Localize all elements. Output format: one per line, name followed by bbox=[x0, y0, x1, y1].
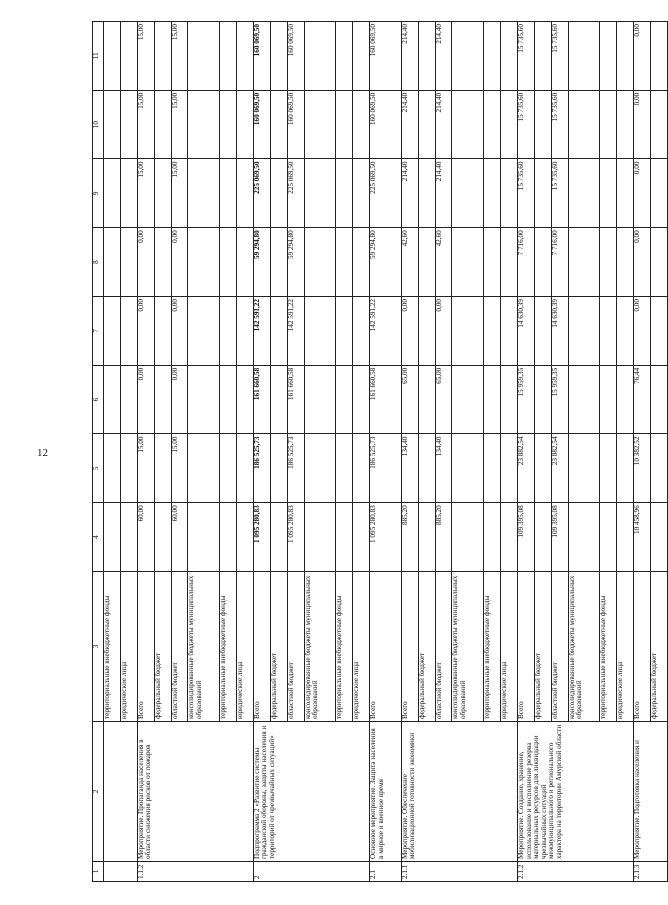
value-cell: 65,00 bbox=[401, 365, 418, 434]
value-cell bbox=[336, 22, 353, 91]
value-cell bbox=[120, 228, 137, 297]
value-cell bbox=[484, 365, 501, 434]
value-cell bbox=[104, 503, 121, 572]
value-cell bbox=[651, 159, 668, 228]
value-cell bbox=[568, 503, 600, 572]
value-cell bbox=[188, 228, 220, 297]
value-cell bbox=[418, 365, 435, 434]
value-cell: 160 069,50 bbox=[370, 22, 402, 91]
value-cell bbox=[484, 90, 501, 159]
value-cell bbox=[600, 503, 617, 572]
value-cell: 160 069,50 bbox=[287, 22, 304, 91]
funding-source: федеральный бюджет bbox=[154, 572, 171, 722]
row-code: 2.1.1 bbox=[401, 862, 517, 882]
value-cell: 109 395,08 bbox=[551, 503, 568, 572]
value-cell bbox=[120, 297, 137, 366]
value-cell bbox=[104, 22, 121, 91]
funding-source: консолидированные бюджеты муниципальных образований bbox=[568, 572, 600, 722]
value-cell bbox=[237, 365, 254, 434]
value-cell bbox=[617, 159, 634, 228]
value-cell bbox=[336, 434, 353, 503]
row-name: Мероприятие. Пропаганда населения в области снижения рисков от пожаров bbox=[137, 722, 253, 862]
value-cell bbox=[484, 297, 501, 366]
funding-source: Всего bbox=[401, 572, 418, 722]
value-cell bbox=[304, 503, 336, 572]
value-cell bbox=[568, 90, 600, 159]
value-cell bbox=[600, 90, 617, 159]
value-cell bbox=[534, 159, 551, 228]
value-cell bbox=[270, 503, 287, 572]
funding-source: территориальные внебюджетные фонды bbox=[104, 572, 121, 722]
funding-source: Всего bbox=[634, 572, 651, 722]
value-cell: 59 294,80 bbox=[287, 228, 304, 297]
value-cell: 214,40 bbox=[435, 159, 452, 228]
value-cell bbox=[617, 90, 634, 159]
value-cell bbox=[304, 159, 336, 228]
value-cell bbox=[452, 434, 484, 503]
row-name: Мероприятие. Создание, хранение, использование и восполнение резерва материальных ресурсов для ликвидации чрезвычайных ситуаций межмуниципального и регионального характера на территории Амурской области bbox=[518, 722, 634, 862]
value-cell bbox=[237, 228, 254, 297]
value-cell bbox=[617, 228, 634, 297]
funding-source: федеральный бюджет bbox=[534, 572, 551, 722]
value-cell: 214,40 bbox=[435, 90, 452, 159]
value-cell bbox=[418, 434, 435, 503]
value-cell bbox=[353, 228, 370, 297]
value-cell bbox=[336, 90, 353, 159]
value-cell: 15,00 bbox=[171, 159, 188, 228]
value-cell: 885,20 bbox=[401, 503, 418, 572]
table-row bbox=[137, 22, 154, 882]
value-cell: 225 069,50 bbox=[370, 159, 402, 228]
value-cell bbox=[154, 228, 171, 297]
col-header: 10 bbox=[93, 90, 104, 159]
value-cell: 14 630,39 bbox=[551, 297, 568, 366]
funding-source: федеральный бюджет bbox=[651, 572, 668, 722]
value-cell bbox=[568, 22, 600, 91]
table-row bbox=[104, 22, 121, 882]
value-cell bbox=[237, 503, 254, 572]
value-cell bbox=[154, 434, 171, 503]
value-cell bbox=[336, 228, 353, 297]
value-cell bbox=[617, 503, 634, 572]
value-cell: 161 660,58 bbox=[370, 365, 402, 434]
value-cell bbox=[154, 22, 171, 91]
value-cell bbox=[220, 434, 237, 503]
value-cell bbox=[220, 228, 237, 297]
value-cell: 10 382,52 bbox=[634, 434, 651, 503]
value-cell bbox=[120, 90, 137, 159]
budget-table bbox=[92, 21, 668, 882]
value-cell: 142 591,22 bbox=[370, 297, 402, 366]
value-cell bbox=[304, 365, 336, 434]
value-cell: 15 735,60 bbox=[551, 22, 568, 91]
funding-source: юридические лица bbox=[120, 572, 137, 722]
value-cell: 15 735,60 bbox=[518, 90, 535, 159]
value-cell bbox=[154, 365, 171, 434]
value-cell: 15 735,60 bbox=[551, 90, 568, 159]
value-cell bbox=[188, 90, 220, 159]
value-cell: 160 069,50 bbox=[253, 90, 270, 159]
value-cell bbox=[418, 159, 435, 228]
value-cell: 161 660,58 bbox=[253, 365, 270, 434]
value-cell bbox=[104, 159, 121, 228]
value-cell bbox=[418, 90, 435, 159]
value-cell bbox=[237, 22, 254, 91]
funding-source: областной бюджет bbox=[435, 572, 452, 722]
value-cell: 23 882,54 bbox=[518, 434, 535, 503]
value-cell: 65,00 bbox=[435, 365, 452, 434]
value-cell bbox=[534, 90, 551, 159]
value-cell bbox=[304, 22, 336, 91]
table-row bbox=[370, 22, 402, 882]
value-cell bbox=[120, 503, 137, 572]
value-cell: 214,40 bbox=[401, 159, 418, 228]
value-cell bbox=[336, 297, 353, 366]
value-cell bbox=[220, 365, 237, 434]
value-cell: 0,00 bbox=[171, 228, 188, 297]
value-cell bbox=[651, 22, 668, 91]
value-cell bbox=[304, 228, 336, 297]
col-header: 2 bbox=[93, 722, 104, 862]
value-cell: 59 294,80 bbox=[253, 228, 270, 297]
col-header: 4 bbox=[93, 503, 104, 572]
value-cell bbox=[154, 159, 171, 228]
value-cell bbox=[104, 365, 121, 434]
funding-source: областной бюджет bbox=[171, 572, 188, 722]
value-cell bbox=[418, 22, 435, 91]
value-cell bbox=[353, 365, 370, 434]
value-cell bbox=[418, 503, 435, 572]
value-cell bbox=[568, 297, 600, 366]
value-cell: 0,00 bbox=[634, 159, 651, 228]
value-cell bbox=[336, 503, 353, 572]
value-cell: 142 591,22 bbox=[253, 297, 270, 366]
value-cell: 42,60 bbox=[401, 228, 418, 297]
value-cell: 10 458,96 bbox=[634, 503, 651, 572]
value-cell bbox=[501, 90, 518, 159]
col-header: 8 bbox=[93, 228, 104, 297]
value-cell bbox=[651, 297, 668, 366]
value-cell: 7 716,00 bbox=[518, 228, 535, 297]
value-cell: 15,00 bbox=[171, 434, 188, 503]
value-cell: 15,00 bbox=[137, 434, 154, 503]
col-header: 11 bbox=[93, 22, 104, 91]
value-cell bbox=[270, 365, 287, 434]
value-cell bbox=[617, 22, 634, 91]
table-body bbox=[104, 22, 668, 882]
value-cell: 225 069,50 bbox=[287, 159, 304, 228]
value-cell bbox=[353, 434, 370, 503]
funding-source: территориальные внебюджетные фонды bbox=[220, 572, 237, 722]
value-cell bbox=[600, 228, 617, 297]
value-cell bbox=[120, 159, 137, 228]
value-cell bbox=[600, 159, 617, 228]
funding-source: Всего bbox=[137, 572, 154, 722]
col-header: 9 bbox=[93, 159, 104, 228]
value-cell: 59 294,80 bbox=[370, 228, 402, 297]
value-cell: 160 069,50 bbox=[370, 90, 402, 159]
table-wrapper bbox=[92, 22, 668, 882]
value-cell bbox=[501, 434, 518, 503]
value-cell bbox=[270, 297, 287, 366]
value-cell bbox=[501, 228, 518, 297]
value-cell: 42,60 bbox=[435, 228, 452, 297]
value-cell: 15 735,60 bbox=[518, 22, 535, 91]
value-cell bbox=[600, 297, 617, 366]
value-cell bbox=[651, 228, 668, 297]
value-cell bbox=[154, 503, 171, 572]
value-cell bbox=[534, 365, 551, 434]
value-cell: 15 959,35 bbox=[551, 365, 568, 434]
value-cell bbox=[452, 297, 484, 366]
value-cell: 15 735,60 bbox=[518, 159, 535, 228]
col-header: 3 bbox=[93, 572, 104, 722]
value-cell bbox=[501, 159, 518, 228]
value-cell: 134,40 bbox=[401, 434, 418, 503]
header-row bbox=[93, 22, 104, 882]
value-cell bbox=[651, 365, 668, 434]
value-cell: 161 660,58 bbox=[287, 365, 304, 434]
row-name bbox=[104, 722, 138, 862]
value-cell bbox=[534, 22, 551, 91]
funding-source: территориальные внебюджетные фонды bbox=[600, 572, 617, 722]
table-row bbox=[401, 22, 418, 882]
value-cell bbox=[418, 297, 435, 366]
value-cell bbox=[418, 228, 435, 297]
value-cell bbox=[452, 228, 484, 297]
row-code: 1.1.2 bbox=[137, 862, 253, 882]
value-cell bbox=[651, 434, 668, 503]
value-cell bbox=[568, 159, 600, 228]
value-cell: 15,00 bbox=[137, 90, 154, 159]
value-cell bbox=[452, 90, 484, 159]
value-cell: 186 525,73 bbox=[253, 434, 270, 503]
value-cell: 14 630,39 bbox=[518, 297, 535, 366]
funding-source: областной бюджет bbox=[287, 572, 304, 722]
value-cell: 186 525,73 bbox=[287, 434, 304, 503]
row-name: Мероприятие. Обеспечение мобилизационной готовности экономики bbox=[401, 722, 517, 862]
value-cell bbox=[336, 159, 353, 228]
value-cell: 225 069,50 bbox=[253, 159, 270, 228]
value-cell bbox=[452, 365, 484, 434]
value-cell bbox=[188, 22, 220, 91]
row-code bbox=[104, 862, 138, 882]
value-cell bbox=[154, 90, 171, 159]
value-cell bbox=[188, 365, 220, 434]
funding-source: юридические лица bbox=[617, 572, 634, 722]
value-cell bbox=[353, 503, 370, 572]
value-cell bbox=[353, 22, 370, 91]
row-name: Подпрограмма 2 «Развитие системы гражданской обороны, защиты населения и территорий от чрезвычайных ситуаций» bbox=[253, 722, 369, 862]
funding-source: консолидированные бюджеты муниципальных образований bbox=[304, 572, 336, 722]
value-cell: 0,00 bbox=[137, 365, 154, 434]
value-cell bbox=[600, 434, 617, 503]
value-cell bbox=[237, 434, 254, 503]
value-cell: 142 591,22 bbox=[287, 297, 304, 366]
value-cell: 0,00 bbox=[171, 297, 188, 366]
funding-source: юридические лица bbox=[353, 572, 370, 722]
value-cell bbox=[534, 297, 551, 366]
value-cell bbox=[270, 228, 287, 297]
value-cell bbox=[534, 434, 551, 503]
value-cell bbox=[188, 503, 220, 572]
value-cell: 1 095 280,83 bbox=[253, 503, 270, 572]
value-cell bbox=[534, 503, 551, 572]
value-cell: 7 716,00 bbox=[551, 228, 568, 297]
value-cell bbox=[484, 228, 501, 297]
value-cell: 15,00 bbox=[137, 22, 154, 91]
value-cell bbox=[270, 159, 287, 228]
row-code: 2 bbox=[253, 862, 369, 882]
value-cell bbox=[568, 228, 600, 297]
value-cell bbox=[154, 297, 171, 366]
value-cell bbox=[617, 434, 634, 503]
value-cell bbox=[304, 297, 336, 366]
value-cell bbox=[452, 22, 484, 91]
value-cell bbox=[237, 297, 254, 366]
value-cell bbox=[104, 90, 121, 159]
funding-source: территориальные внебюджетные фонды bbox=[336, 572, 353, 722]
value-cell bbox=[220, 503, 237, 572]
row-code: 2.1.3 bbox=[634, 862, 668, 882]
value-cell: 186 525,73 bbox=[370, 434, 402, 503]
value-cell bbox=[220, 22, 237, 91]
funding-source: консолидированные бюджеты муниципальных образований bbox=[188, 572, 220, 722]
value-cell bbox=[617, 297, 634, 366]
value-cell: 0,00 bbox=[171, 365, 188, 434]
value-cell: 0,00 bbox=[634, 228, 651, 297]
value-cell: 15,00 bbox=[171, 22, 188, 91]
row-name: Мероприятие. Подготовка населения и bbox=[634, 722, 668, 862]
value-cell bbox=[484, 503, 501, 572]
value-cell: 0,00 bbox=[634, 22, 651, 91]
col-header: 7 bbox=[93, 297, 104, 366]
value-cell bbox=[188, 297, 220, 366]
value-cell: 1 095 280,83 bbox=[287, 503, 304, 572]
value-cell: 76,44 bbox=[634, 365, 651, 434]
value-cell: 109 395,08 bbox=[518, 503, 535, 572]
value-cell bbox=[220, 297, 237, 366]
value-cell: 0,00 bbox=[401, 297, 418, 366]
funding-source: юридические лица bbox=[237, 572, 254, 722]
value-cell bbox=[237, 159, 254, 228]
value-cell bbox=[188, 159, 220, 228]
value-cell bbox=[568, 434, 600, 503]
value-cell bbox=[484, 22, 501, 91]
value-cell: 214,40 bbox=[435, 22, 452, 91]
value-cell: 160 069,50 bbox=[253, 22, 270, 91]
value-cell bbox=[534, 228, 551, 297]
value-cell bbox=[617, 365, 634, 434]
value-cell bbox=[120, 22, 137, 91]
funding-source: федеральный бюджет bbox=[418, 572, 435, 722]
value-cell: 23 882,54 bbox=[551, 434, 568, 503]
value-cell: 160 069,50 bbox=[287, 90, 304, 159]
value-cell bbox=[452, 503, 484, 572]
value-cell bbox=[600, 365, 617, 434]
value-cell bbox=[104, 228, 121, 297]
funding-source: областной бюджет bbox=[551, 572, 568, 722]
value-cell: 15,00 bbox=[137, 159, 154, 228]
value-cell bbox=[484, 159, 501, 228]
funding-source: консолидированные бюджеты муниципальных образований bbox=[452, 572, 484, 722]
value-cell bbox=[304, 434, 336, 503]
value-cell: 214,40 bbox=[401, 90, 418, 159]
value-cell: 0,00 bbox=[634, 297, 651, 366]
funding-source: Всего bbox=[370, 572, 402, 722]
value-cell: 15 735,60 bbox=[551, 159, 568, 228]
funding-source: федеральный бюджет bbox=[270, 572, 287, 722]
funding-source: юридические лица bbox=[501, 572, 518, 722]
value-cell bbox=[568, 365, 600, 434]
value-cell bbox=[270, 90, 287, 159]
value-cell bbox=[120, 365, 137, 434]
value-cell: 0,00 bbox=[435, 297, 452, 366]
value-cell bbox=[120, 434, 137, 503]
value-cell: 15,00 bbox=[171, 90, 188, 159]
value-cell: 0,00 bbox=[137, 297, 154, 366]
value-cell bbox=[104, 434, 121, 503]
funding-source: Всего bbox=[518, 572, 535, 722]
value-cell bbox=[304, 90, 336, 159]
col-header: 5 bbox=[93, 434, 104, 503]
value-cell bbox=[270, 434, 287, 503]
table-header bbox=[93, 22, 104, 882]
value-cell bbox=[270, 22, 287, 91]
page-number: 12 bbox=[37, 447, 48, 459]
value-cell: 60,00 bbox=[137, 503, 154, 572]
row-code: 2.1.2 bbox=[518, 862, 634, 882]
row-name: Основное мероприятие. Защита населения в мирное и военное время bbox=[370, 722, 402, 862]
value-cell: 214,40 bbox=[401, 22, 418, 91]
value-cell bbox=[188, 434, 220, 503]
table-row bbox=[253, 22, 270, 882]
value-cell bbox=[501, 297, 518, 366]
value-cell bbox=[501, 365, 518, 434]
funding-source: Всего bbox=[253, 572, 270, 722]
col-header: 1 bbox=[93, 862, 104, 882]
value-cell bbox=[220, 159, 237, 228]
value-cell: 885,20 bbox=[435, 503, 452, 572]
row-code: 2.1 bbox=[370, 862, 402, 882]
value-cell: 0,00 bbox=[634, 90, 651, 159]
value-cell bbox=[336, 365, 353, 434]
value-cell: 0,00 bbox=[137, 228, 154, 297]
value-cell bbox=[501, 503, 518, 572]
value-cell: 134,40 bbox=[435, 434, 452, 503]
value-cell bbox=[104, 297, 121, 366]
value-cell: 60,00 bbox=[171, 503, 188, 572]
value-cell bbox=[220, 90, 237, 159]
value-cell bbox=[600, 22, 617, 91]
value-cell bbox=[353, 297, 370, 366]
value-cell bbox=[353, 159, 370, 228]
value-cell: 1 095 280,83 bbox=[370, 503, 402, 572]
value-cell bbox=[452, 159, 484, 228]
value-cell bbox=[651, 90, 668, 159]
funding-source: территориальные внебюджетные фонды bbox=[484, 572, 501, 722]
value-cell bbox=[484, 434, 501, 503]
value-cell bbox=[651, 503, 668, 572]
value-cell: 15 959,35 bbox=[518, 365, 535, 434]
col-header: 6 bbox=[93, 365, 104, 434]
value-cell bbox=[501, 22, 518, 91]
value-cell bbox=[237, 90, 254, 159]
value-cell bbox=[353, 90, 370, 159]
table-row bbox=[518, 22, 535, 882]
table-row bbox=[634, 22, 651, 882]
